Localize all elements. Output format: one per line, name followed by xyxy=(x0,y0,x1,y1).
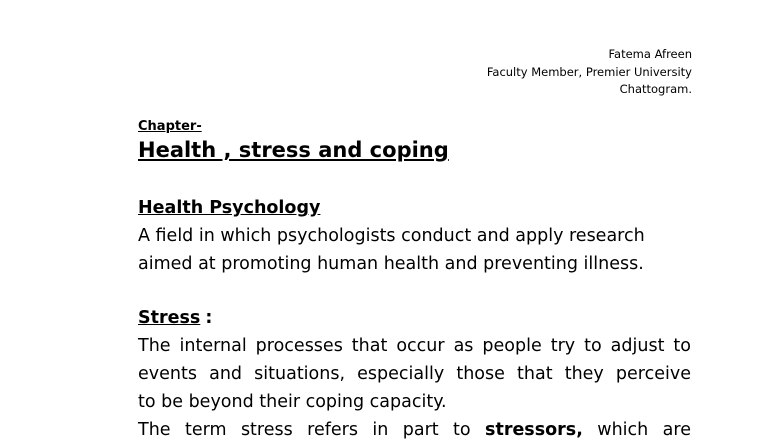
health-psychology-heading: Health Psychology xyxy=(138,198,321,218)
stress-heading-text: Stress xyxy=(138,308,201,328)
stress-heading xyxy=(138,304,691,332)
stress-continuation xyxy=(138,416,691,441)
health-psychology-definition xyxy=(138,222,691,278)
word: which xyxy=(597,420,649,440)
author-block xyxy=(487,46,692,99)
definition-line: events and situations, especially those that they perceive xyxy=(138,364,691,384)
word: The xyxy=(138,420,171,440)
word: in xyxy=(372,420,389,440)
definition-line: The internal processes that occur as people try to adjust to xyxy=(138,336,691,356)
stress-definition xyxy=(138,332,691,416)
stress-heading-colon: : xyxy=(205,308,213,328)
author-name: Fatema Afreen xyxy=(608,47,692,61)
definition-line: A field in which psychologists conduct and apply research xyxy=(138,226,645,246)
bold-word-stressors: stressors, xyxy=(485,420,583,440)
word: term xyxy=(184,420,227,440)
chapter-title: Health , stress and coping xyxy=(138,138,449,162)
word: stress xyxy=(240,420,293,440)
word: refers xyxy=(307,420,358,440)
word: are xyxy=(662,420,691,440)
definition-line: aimed at promoting human health and preventing illness. xyxy=(138,254,644,274)
word: part xyxy=(402,420,439,440)
definition-line: to be beyond their coping capacity. xyxy=(138,392,447,412)
document-body xyxy=(138,118,691,441)
author-position: Faculty Member, Premier University xyxy=(486,64,692,79)
author-location: Chattogram. xyxy=(619,82,692,96)
continuation-line xyxy=(138,416,691,441)
chapter-label: Chapter- xyxy=(138,119,202,134)
word: to xyxy=(453,420,471,440)
